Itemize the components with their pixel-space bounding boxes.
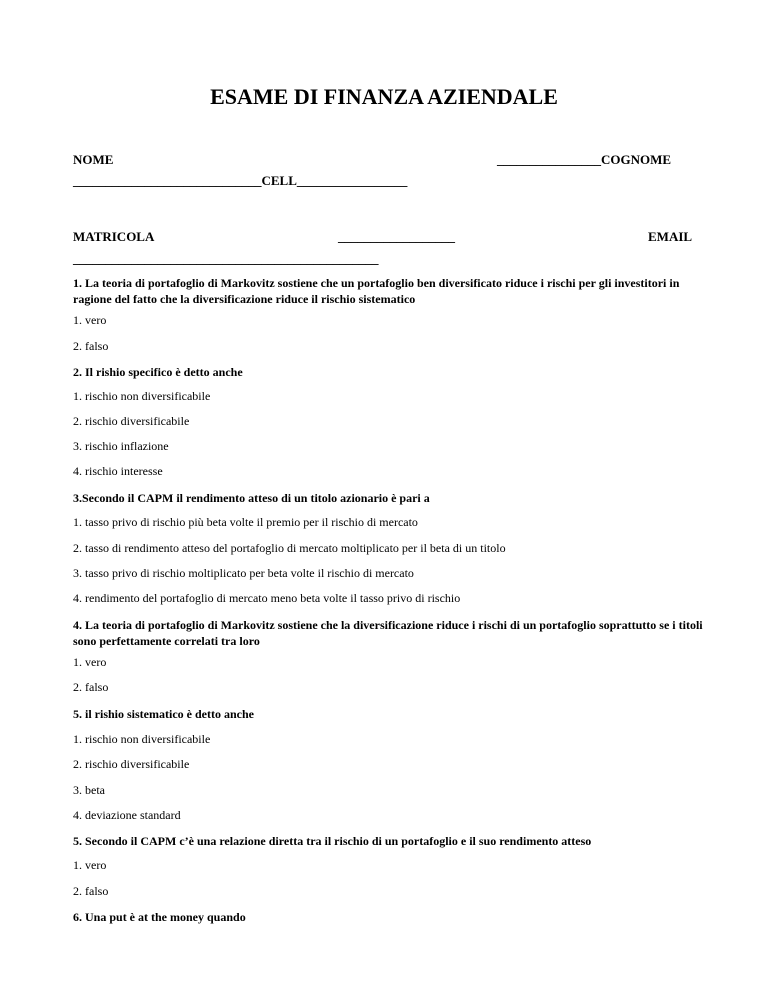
option: 4. deviazione standard	[73, 808, 181, 822]
matricola-underline: __________________	[338, 229, 455, 244]
option: 1. vero	[73, 313, 107, 327]
question-3: 3.Secondo il CAPM il rendimento atteso di un titolo azionario è pari a	[73, 491, 430, 505]
question-4: 4. La teoria di portafoglio di Markovitz sostiene che la diversificazione riduce i rischi di un portafoglio soprattutto se i titoli sono perfettamente correlati tra loro	[73, 618, 703, 648]
matricola-label: MATRICOLA	[73, 229, 155, 244]
option: 4. rischio interesse	[73, 464, 163, 478]
nome-label: NOME	[73, 152, 114, 167]
cell-field: _____________________________CELL_________________	[73, 173, 408, 188]
cognome-label: ________________COGNOME	[497, 152, 672, 167]
option: 3. beta	[73, 783, 105, 797]
option: 3. rischio inflazione	[73, 439, 169, 453]
question-2: 2. Il rishio specifico è detto anche	[73, 365, 243, 379]
option: 1. vero	[73, 858, 107, 872]
question-5: 5. il rishio sistematico è detto anche	[73, 707, 254, 721]
option: 2. rischio diversificabile	[73, 414, 190, 428]
document-title: ESAME DI FINANZA AZIENDALE	[210, 84, 558, 109]
option: 2. falso	[73, 884, 109, 898]
option: 3. tasso privo di rischio moltiplicato per beta volte il rischio di mercato	[73, 566, 414, 580]
option: 2. tasso di rendimento atteso del portafoglio di mercato moltiplicato per il beta di un titolo	[73, 541, 506, 555]
option: 2. rischio diversificabile	[73, 757, 190, 771]
question-6: 6. Una put è at the money quando	[73, 910, 246, 924]
option: 1. rischio non diversificabile	[73, 389, 211, 403]
option: 2. falso	[73, 680, 109, 694]
option: 1. vero	[73, 655, 107, 669]
option: 1. rischio non diversificabile	[73, 732, 211, 746]
option: 1. tasso privo di rischio più beta volte il premio per il rischio di mercato	[73, 515, 418, 529]
email-underline: _______________________________________________	[73, 251, 379, 266]
option: 2. falso	[73, 339, 109, 353]
question-5b: 5. Secondo il CAPM c’è una relazione diretta tra il rischio di un portafoglio e il suo rendimento atteso	[73, 834, 592, 848]
question-1: 1. La teoria di portafoglio di Markovitz sostiene che un portafoglio ben diversificato riduce i rischi per gli investitori in ragione del fatto che la diversificazione riduce il rischio sistematico	[73, 276, 680, 306]
option: 4. rendimento del portafoglio di mercato meno beta volte il tasso privo di rischio	[73, 591, 461, 605]
email-label: EMAIL	[648, 229, 693, 244]
